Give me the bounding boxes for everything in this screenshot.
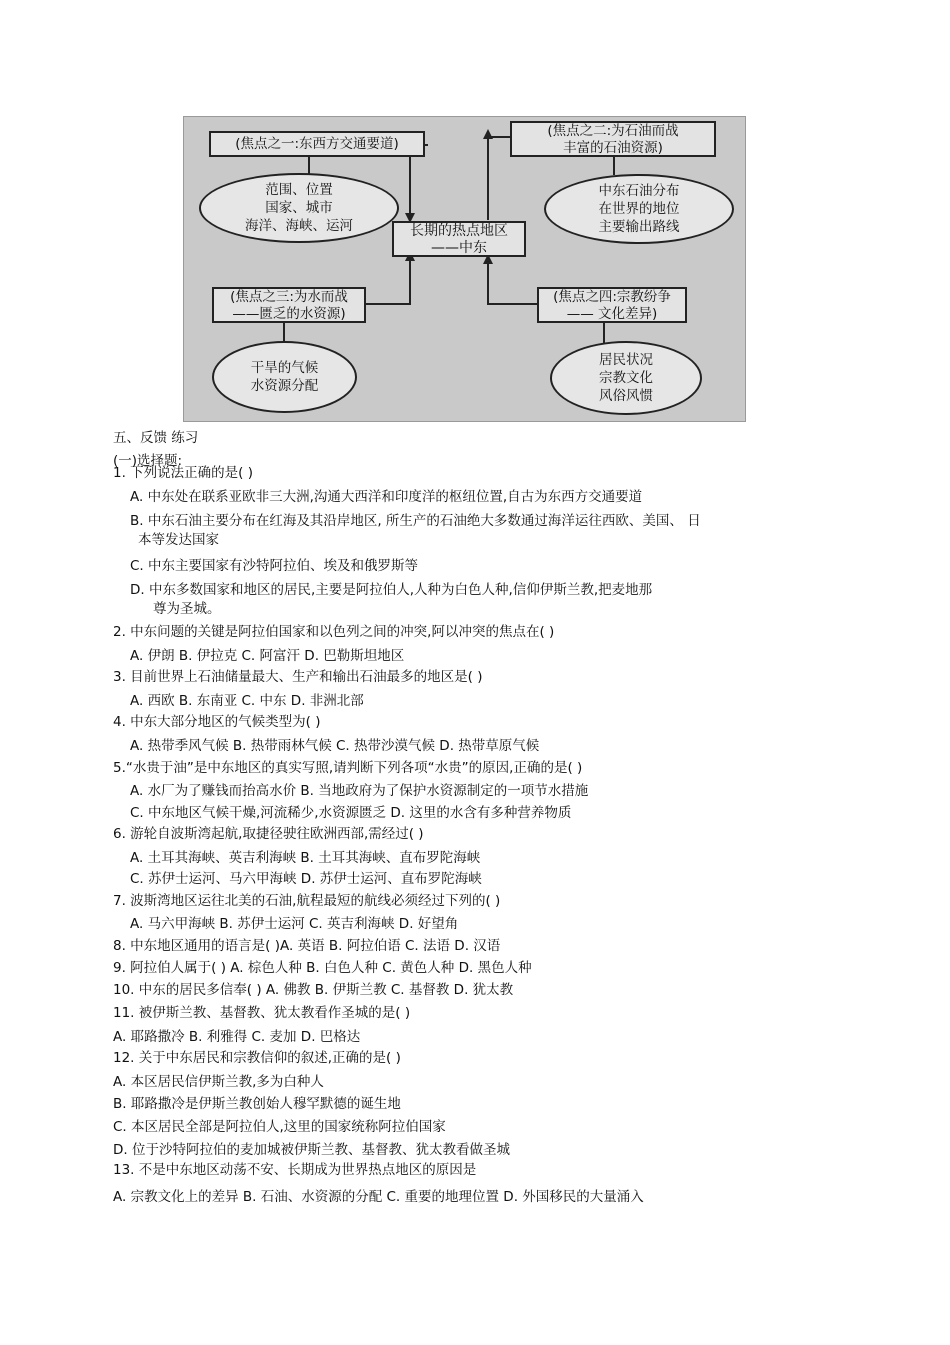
focus3-box [212,287,366,323]
question-line: C. 苏伊士运河、马六甲海峡 D. 苏伊士运河、直布罗陀海峡 [130,871,482,887]
question-line: 11. 被伊斯兰教、基督教、犹太教看作圣城的是( ) [113,1005,411,1021]
question-line: A. 本区居民信伊斯兰教,多为白种人 [113,1074,324,1090]
focus4-box [537,287,687,323]
ellipse1 [199,173,399,243]
center-box [392,221,526,257]
ellipse1-line2: 国家、城市 [265,200,333,216]
question-line: C. 中东主要国家有沙特阿拉伯、埃及和俄罗斯等 [130,558,419,574]
ellipse4 [550,341,702,415]
question-line: A. 中东处在联系亚欧非三大洲,沟通大西洋和印度洋的枢纽位置,自古为东西方交通要道 [130,489,643,505]
question-line: C. 本区居民全部是阿拉伯人,这里的国家统称阿拉伯国家 [113,1119,446,1135]
center-line2: ——中东 [431,240,487,256]
question-line: 13. 不是中东地区动荡不安、长期成为世界热点地区的原因是 [113,1162,477,1178]
question-line: 5.“水贵于油”是中东地区的真实写照,请判断下列各项“水贵”的原因,正确的是( ) [113,760,583,776]
ellipse1-line3: 海洋、海峡、运河 [245,218,353,234]
question-line: 本等发达国家 [138,532,219,548]
ellipse3-line1: 干旱的气候 [250,360,319,376]
ellipse3 [212,341,357,413]
question-line: B. 中东石油主要分布在红海及其沿岸地区, 所生产的石油绝大多数通过海洋运往西欧、美国、 日 [130,513,701,529]
question-line: 10. 中东的居民多信奉( ) A. 佛教 B. 伊斯兰教 C. 基督教 D. 犹太教 [113,982,514,998]
focus2-line2: 丰富的石油资源) [563,140,663,156]
focus2-line1: (焦点之二:为石油而战 [547,123,679,139]
concept-diagram [183,116,746,422]
question-line: 12. 关于中东居民和宗教信仰的叙述,正确的是( ) [113,1050,401,1066]
ellipse3-line2: 水资源分配 [250,378,319,394]
question-line: D. 中东多数国家和地区的居民,主要是阿拉伯人,人种为白色人种,信仰伊斯兰教,把麦地那 [130,582,653,598]
question-line: A. 耶路撒冷 B. 利雅得 C. 麦加 D. 巴格达 [113,1029,361,1045]
focus3-line1: (焦点之三:为水而战 [230,289,348,305]
question-line: A. 西欧 B. 东南亚 C. 中东 D. 非洲北部 [130,693,364,709]
ellipse4-line3: 风俗风惯 [599,388,653,404]
question-line: 9. 阿拉伯人属于( ) A. 棕色人种 B. 白色人种 C. 黄色人种 D. 黑色人种 [113,960,532,976]
ellipse4-line2: 宗教文化 [599,370,653,386]
focus1-label: (焦点之一:东西方交通要道) [235,136,399,152]
section-title: 五、反馈 练习 [113,430,199,446]
subsection-title: (一)选择题: [113,453,183,469]
question-line: B. 耶路撒冷是伊斯兰教创始人穆罕默德的诞生地 [113,1096,401,1112]
ellipse2-line1: 中东石油分布 [598,183,680,199]
question-line: 1. 下列说法正确的是( ) [113,465,253,481]
question-line: A. 水厂为了赚钱而抬高水价 B. 当地政府为了保护水资源制定的一项节水措施 [130,783,589,799]
question-line: A. 宗教文化上的差异 B. 石油、水资源的分配 C. 重要的地理位置 D. 外国移民的大量涌入 [113,1189,644,1205]
ellipse2 [544,174,734,244]
question-line: 3. 目前世界上石油储量最大、生产和输出石油最多的地区是( ) [113,669,483,685]
question-line: A. 土耳其海峡、英吉利海峡 B. 土耳其海峡、直布罗陀海峡 [130,850,481,866]
connector-focus4-center [488,260,539,304]
question-line: A. 伊朗 B. 伊拉克 C. 阿富汗 D. 巴勒斯坦地区 [130,648,405,664]
focus3-line2: ——匮乏的水资源) [232,306,346,322]
question-line: 8. 中东地区通用的语言是( )A. 英语 B. 阿拉伯语 C. 法语 D. 汉语 [113,938,501,954]
question-line: 6. 游轮自波斯湾起航,取捷径驶往欧洲西部,需经过( ) [113,826,424,842]
focus4-line2: —— 文化差异) [566,306,658,322]
question-line: C. 中东地区气候干燥,河流稀少,水资源匮乏 D. 这里的水含有多种营养物质 [130,805,572,821]
ellipse4-line1: 居民状况 [599,352,653,368]
question-line: 尊为圣城。 [153,601,221,617]
ellipse1-line1: 范围、位置 [265,182,333,198]
focus4-line1: (焦点之四:宗教纷争 [553,289,671,305]
question-line: D. 位于沙特阿拉伯的麦加城被伊斯兰教、基督教、犹太教看做圣城 [113,1142,510,1158]
center-line1: 长期的热点地区 [410,223,508,239]
focus1-box [209,131,425,157]
arrowhead-up [483,129,493,139]
focus2-box [510,121,716,157]
question-line: 4. 中东大部分地区的气候类型为( ) [113,714,321,730]
question-line: 2. 中东问题的关键是阿拉伯国家和以色列之间的冲突,阿以冲突的焦点在( ) [113,624,555,640]
connector-focus3-center [364,257,410,304]
ellipse2-line3: 主要输出路线 [598,219,680,235]
question-line: A. 热带季风气候 B. 热带雨林气候 C. 热带沙漠气候 D. 热带草原气候 [130,738,540,754]
connector-center-focus2 [488,137,510,220]
ellipse2-line2: 在世界的地位 [598,201,680,217]
question-line: A. 马六甲海峡 B. 苏伊士运河 C. 英吉利海峡 D. 好望角 [130,916,459,932]
question-line: 7. 波斯湾地区运往北美的石油,航程最短的航线必须经过下列的( ) [113,893,501,909]
